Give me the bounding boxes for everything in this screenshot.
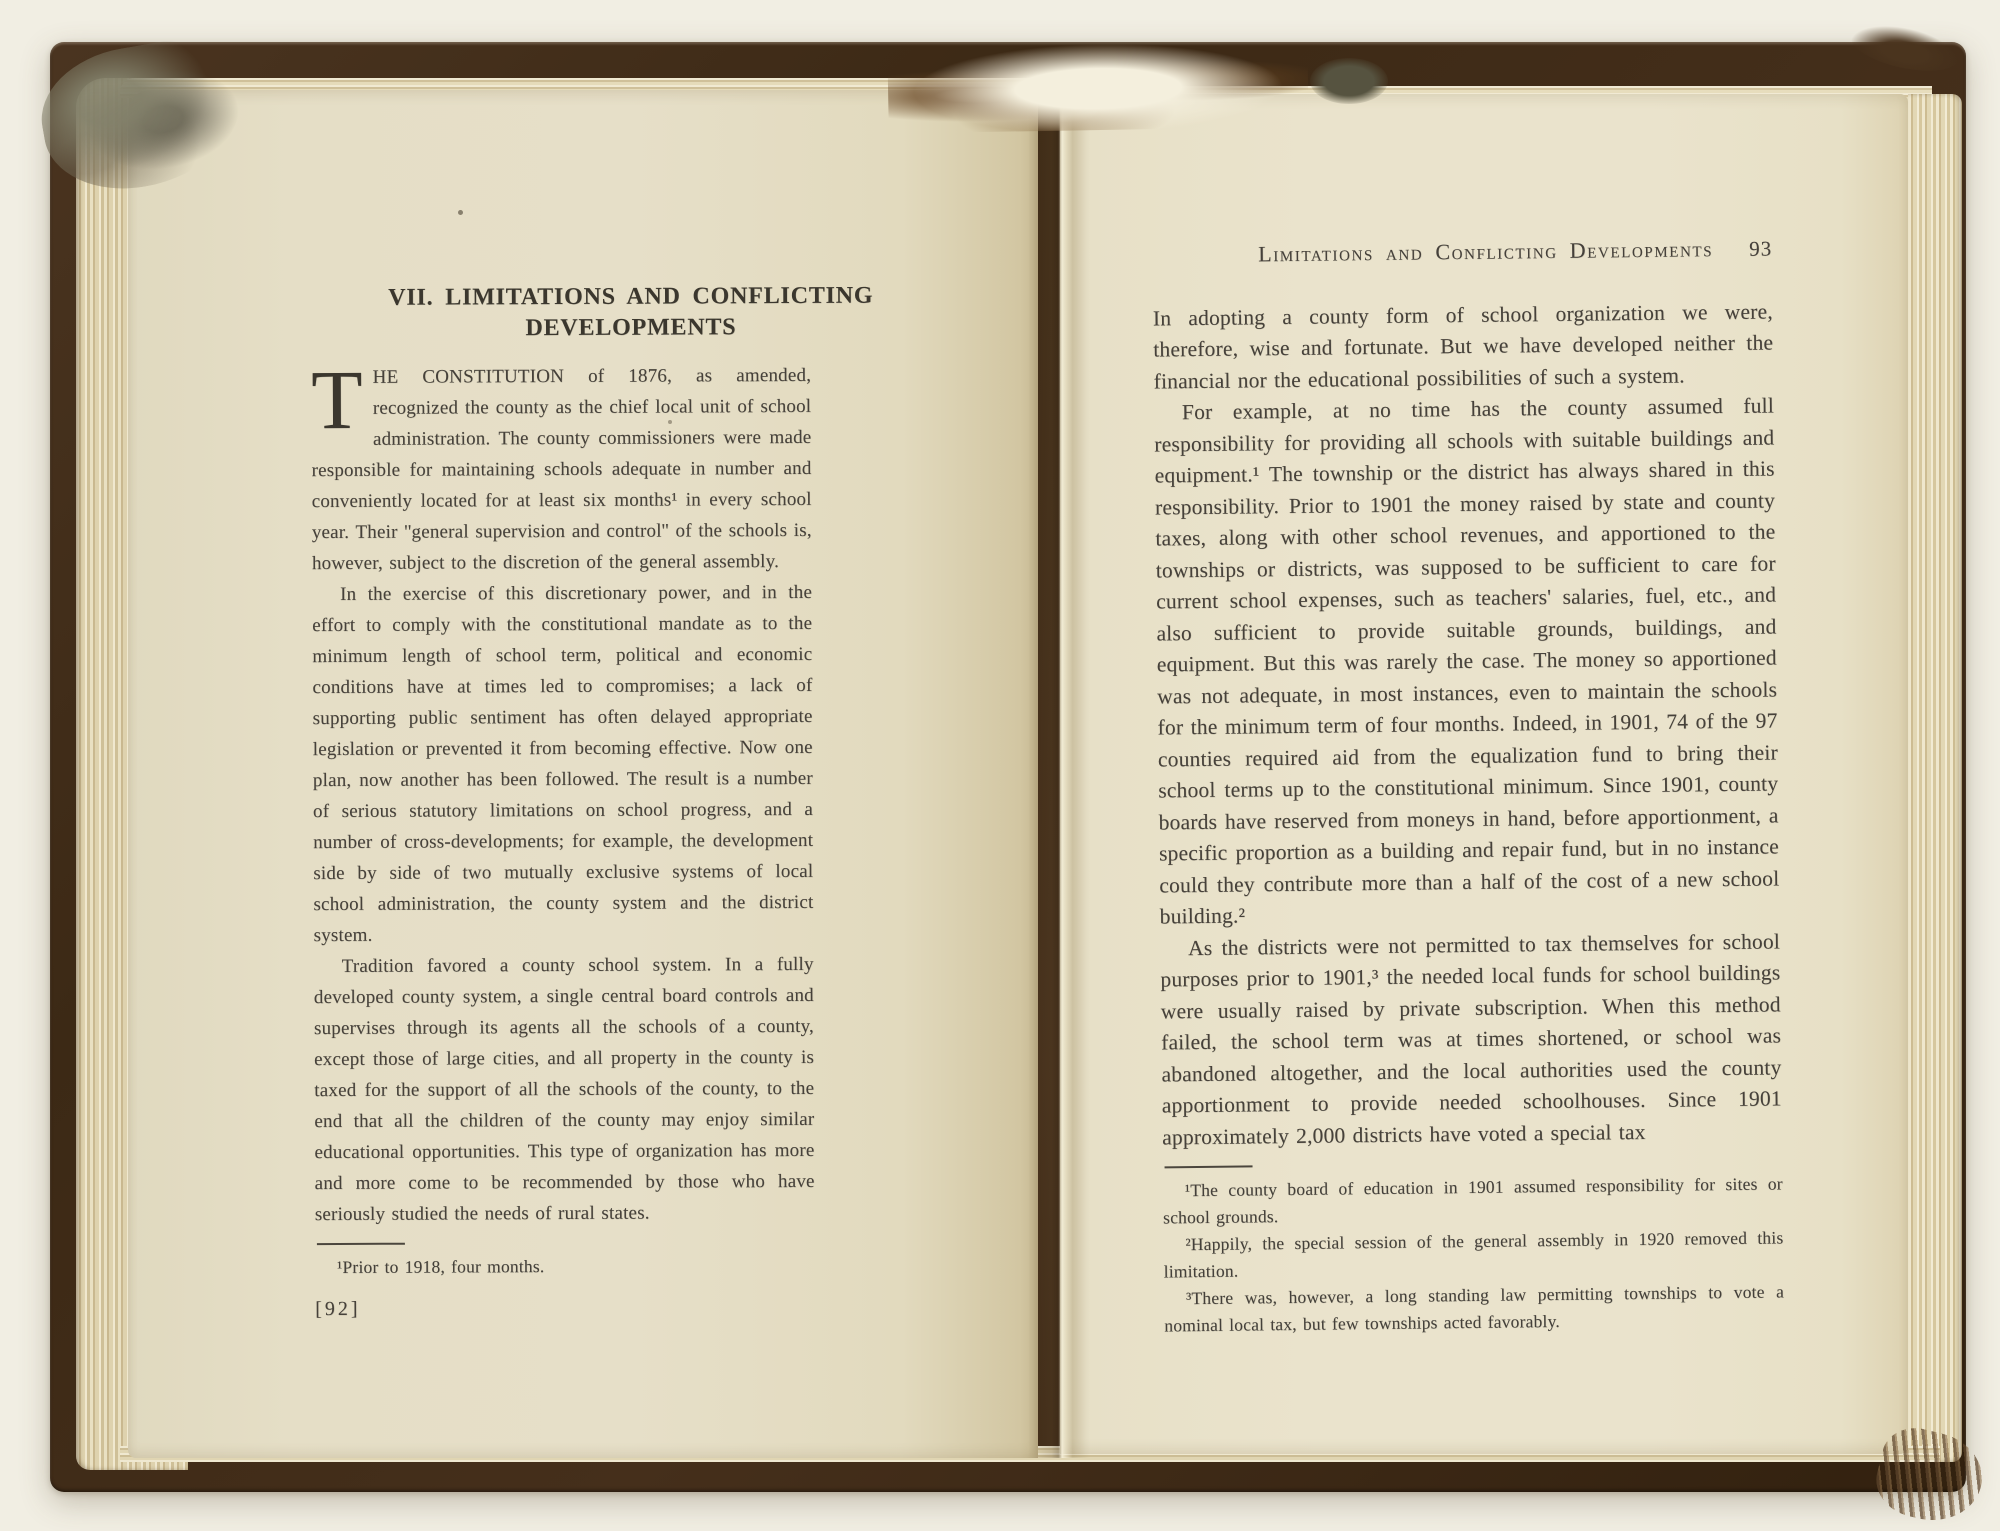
page-number-folio: [92] [315, 1297, 361, 1321]
chapter-heading-line1: VII. LIMITATIONS AND CONFLICTING [388, 282, 874, 311]
body-paragraph: In adopting a county form of school organization we were, therefore, wise and fortunate. But we have developed neither the financial nor the educational possibilities of such a system. [1152, 298, 1774, 394]
left-page-text-column [311, 281, 874, 1325]
lead-paragraph-text: HE CONSTITUTION of 1876, as amended, recognized the county as the chief local unit of school administration. The county commissioners were made responsible for maintaining schools adequate in number and conveniently located for at least six months¹ in every school year. Their ''general supervision and control'' of the schools is, however, subject to the discretion of the general assembly. [311, 364, 812, 575]
footnote: ³There was, however, a long standing law permitting townships to vote a nominal local tax, but few townships acted favorably. [1164, 1281, 1785, 1336]
footnote-rule [1165, 1165, 1253, 1168]
left-page [128, 90, 1038, 1458]
page-edges-right [1908, 94, 1962, 1462]
book-gutter-shadow [1028, 90, 1090, 1458]
running-header [1152, 232, 1772, 272]
footnote: ²Happily, the special session of the general assembly in 1920 removed this limitation. [1163, 1227, 1784, 1282]
body-paragraph: As the districts were not permitted to tax themselves for school purposes prior to 1901,³ the needed local funds for school buildings were usually raised by private subscription. When this method failed, the school term was at times shortened, or school was abandoned altogether, and the local authorities used the county apportionment to provide needed schoolhouses. Since 1901 approximately 2,000 districts have voted a special tax [1160, 928, 1782, 1149]
body-paragraph: Tradition favored a county school system. In a fully developed county system, a single central board controls and supervises through its agents all the schools of a county, except those of large cities, and all property in the county is taxed for the support of all the schools of the county, to the end that all the children of the county may enjoy similar educational opportunities. This type of organization has more and more come to be recommended by those who have seriously studied the needs of rural states. [313, 953, 815, 1226]
page-number: 93 [1749, 236, 1773, 261]
lead-paragraph [311, 353, 812, 579]
foxing-spot [458, 210, 463, 215]
right-page-text-column [1152, 232, 1784, 1339]
cover-wear-top-right [1847, 17, 1963, 79]
footnote: ¹The county board of education in 1901 assumed responsibility for sites or school grounds. [1163, 1173, 1783, 1228]
body-paragraph: In the exercise of this discretionary power, and in the effort to comply with the constitutional mandate as to the minimum length of school term, political and economic conditions have at times led to compromises; a lack of supporting public sentiment has often delayed appropriate legislation or prevented it from becoming effective. Now one plan, now another has been followed. The result is a number of serious statutory limitations on school progress, and a number of cross-developments; for example, the development side by side of two mutually exclusive systems of local school administration, the county system and the district system. [312, 581, 814, 947]
chapter-heading [371, 281, 891, 345]
chapter-heading-line2: DEVELOPMENTS [525, 314, 737, 342]
right-page [1060, 94, 1908, 1454]
body-paragraph: For example, at no time has the county assumed full responsibility for providing all schools with suitable buildings and equipment.¹ The township or the district has always shared in this responsibility. Prior to 1901 the money raised by state and county taxes, along with other school revenues, and apportioned to the townships or districts, was supposed to be sufficient to care for current school expenses, such as teachers' salaries, fuel, etc., and also sufficient to provide suitable grounds, buildings, and equipment. But this was rarely the case. The money so apportioned was not adequate, in most instances, even to maintain the schools for the minimum term of four months. Indeed, in 1901, 74 of the 97 counties required aid from the equalization fund to bring their school terms up to the constitutional minimum. Since 1901, county boards have reserved from moneys in hand, before apportionment, a specific proportion as a building and repair fund, but in no instance could they contribute more than a half of the cost of a new school building.² [1154, 393, 1780, 929]
drop-cap-initial: T [311, 353, 363, 448]
footnote-rule [317, 1243, 405, 1245]
open-book [50, 42, 1966, 1492]
running-header-title: Limitations and Conflicting Developments [1258, 236, 1714, 267]
footnote: ¹Prior to 1918, four months. [336, 1256, 545, 1277]
